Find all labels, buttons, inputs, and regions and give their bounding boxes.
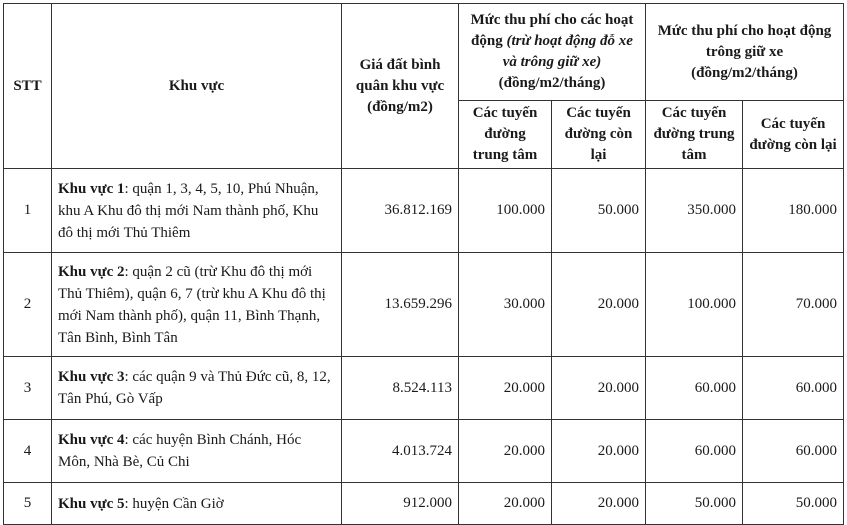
other-remaining-cell: 20.000	[552, 420, 646, 483]
area-description: : quận 1, 3, 4, 5, 10, Phú Nhuận, khu A Khu đô thị mới Nam thành phố, Khu đô thị mới Thủ Thiêm	[58, 180, 319, 241]
area-name: Khu vực 3	[58, 369, 125, 385]
other-remaining-cell: 20.000	[552, 357, 646, 420]
table-row	[4, 357, 844, 420]
area-name: Khu vực 2	[58, 263, 125, 280]
header-land-price: Giá đất bình quân khu vực (đồng/m2)	[342, 4, 459, 169]
area-description: : quận 2 cũ (trừ Khu đô thị mới Thủ Thiêm), quận 6, 7 (trừ khu A Khu đô thị mới Nam thành phố), quận 11, Bình Thạnh, Tân Bình, Bình Tân	[58, 263, 326, 346]
area-name: Khu vực 5	[58, 495, 125, 512]
area-name: Khu vực 1	[58, 180, 125, 197]
area-description: : huyện Cần Giờ	[124, 495, 224, 512]
area-cell	[52, 253, 342, 357]
table-row	[4, 420, 844, 483]
area-name: Khu vực 4	[58, 432, 125, 448]
stt-cell: 1	[4, 169, 52, 253]
table-row	[4, 483, 844, 525]
other-remaining-cell: 20.000	[552, 483, 646, 525]
price-cell: 36.812.169	[342, 169, 459, 253]
other-central-cell: 20.000	[459, 357, 552, 420]
parking-central-cell: 60.000	[646, 357, 743, 420]
parking-central-cell: 350.000	[646, 169, 743, 253]
price-cell: 13.659.296	[342, 253, 459, 357]
stt-cell: 2	[4, 253, 52, 357]
table-row	[4, 169, 844, 253]
area-cell	[52, 357, 342, 420]
header-fee-other-italic: (trừ hoạt động đỗ xe và trông giữ xe)	[502, 33, 633, 70]
parking-central-cell: 50.000	[646, 483, 743, 525]
header-parking-remaining: Các tuyến đường còn lại	[743, 101, 844, 169]
fee-table	[3, 3, 844, 525]
parking-remaining-cell: 50.000	[743, 483, 844, 525]
header-fee-other	[459, 4, 646, 101]
stt-cell: 3	[4, 357, 52, 420]
parking-remaining-cell: 180.000	[743, 169, 844, 253]
header-other-central: Các tuyến đường trung tâm	[459, 101, 552, 169]
header-fee-parking: Mức thu phí cho hoạt động trông giữ xe (đồng/m2/tháng)	[646, 4, 844, 101]
table-row	[4, 253, 844, 357]
price-cell: 8.524.113	[342, 357, 459, 420]
area-description: : các quận 9 và Thủ Đức cũ, 8, 12, Tân Phú, Gò Vấp	[58, 369, 331, 407]
price-cell: 4.013.724	[342, 420, 459, 483]
price-cell: 912.000	[342, 483, 459, 525]
header-stt: STT	[4, 4, 52, 169]
area-cell	[52, 420, 342, 483]
other-central-cell: 20.000	[459, 483, 552, 525]
parking-remaining-cell: 60.000	[743, 357, 844, 420]
area-description: : các huyện Bình Chánh, Hóc Môn, Nhà Bè, Củ Chi	[58, 432, 302, 470]
header-other-remaining: Các tuyến đường còn lại	[552, 101, 646, 169]
other-remaining-cell: 50.000	[552, 169, 646, 253]
header-fee-other-suffix: (đồng/m2/tháng)	[498, 75, 606, 91]
other-remaining-cell: 20.000	[552, 253, 646, 357]
parking-central-cell: 60.000	[646, 420, 743, 483]
area-cell	[52, 483, 342, 525]
header-fee-other-prefix: Mức thu phí cho các hoạt động	[470, 12, 634, 49]
other-central-cell: 30.000	[459, 253, 552, 357]
stt-cell: 4	[4, 420, 52, 483]
header-area: Khu vực	[52, 4, 342, 169]
parking-remaining-cell: 60.000	[743, 420, 844, 483]
parking-remaining-cell: 70.000	[743, 253, 844, 357]
header-parking-central: Các tuyến đường trung tâm	[646, 101, 743, 169]
other-central-cell: 20.000	[459, 420, 552, 483]
other-central-cell: 100.000	[459, 169, 552, 253]
stt-cell: 5	[4, 483, 52, 525]
parking-central-cell: 100.000	[646, 253, 743, 357]
area-cell	[52, 169, 342, 253]
